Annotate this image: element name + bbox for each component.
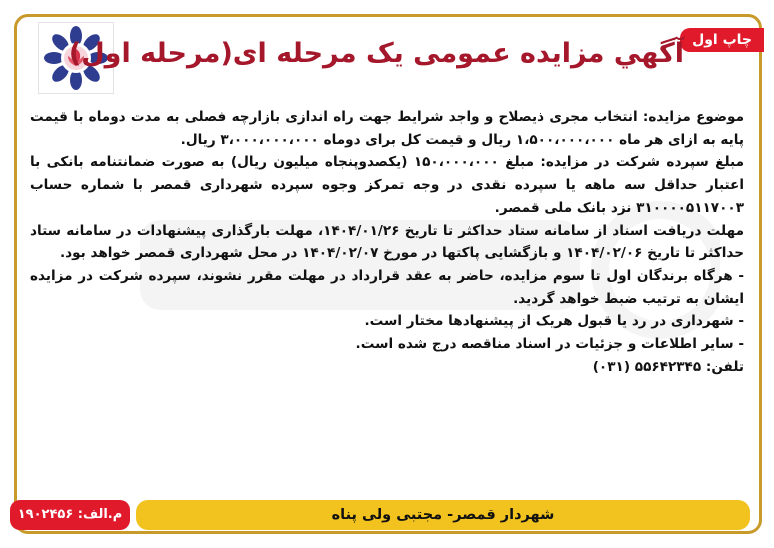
ad-code-badge: م.الف: ۱۹۰۲۴۵۶ — [10, 500, 130, 530]
subject-paragraph: موضوع مزايده: انتخاب مجری ذيصلاح و واجد شرايط جهت راه اندازی بازارچه فصلی به مدت دوماه با قيمت پايه به ازای هر ماه ۱،۵۰۰،۰۰۰،۰۰۰ ريال و قيمت کل برای دوماه ۳،۰۰۰،۰۰۰،۰۰۰ ريال. — [30, 109, 744, 148]
rejection-clause: - شهرداری در رد يا قبول هريک از پيشنهادها مختار است. — [364, 313, 744, 330]
page-title: آگهي مزايده عمومی يک مرحله ای(مرحله اول) — [68, 38, 684, 69]
winners-clause: - هرگاه برندگان اول تا سوم مزايده، حاضر به عقد قرارداد در مهلت مقرر نشوند، سپرده شرکت در مزايده ايشان به ترتيب ضبط خواهد گرديد. — [30, 267, 744, 307]
print-edition-badge: چاپ اول — [680, 28, 764, 52]
mayor-signature-bar: شهردار قمصر- مجتبی ولی پناه — [136, 500, 750, 530]
deposit-paragraph: مبلغ سپرده شرکت در مزايده: مبلغ ۱۵۰،۰۰۰،۰۰۰ (يکصدوپنجاه ميليون ريال) به صورت ضمانتنامه بانکی با اعتبار حداقل سه ماهه يا سپرده نقدی در وجه تمرکز وجوه سپرده شهرداری قمصر با شماره حساب ۳۱۰۰۰۰۵۱۱۷۰۰۳ نزد بانک ملی قمصر. — [30, 154, 744, 216]
notice-body — [30, 106, 744, 498]
details-clause: - ساير اطلاعات و جزئيات در اسناد مناقصه درج شده است. — [355, 336, 744, 353]
phone-line: تلفن: ۵۵۶۴۲۳۴۵ (۰۳۱) — [592, 358, 744, 375]
deadline-paragraph: مهلت دريافت اسناد از سامانه ستاد حداکثر تا تاريخ ۱۴۰۴/۰۱/۲۶، مهلت بارگذاری پيشنهادات در سامانه ستاد حداکثر تا تاريخ ۱۴۰۴/۰۲/۰۶ و بازگشايی پاکتها در مورخ ۱۴۰۴/۰۲/۰۷ در محل شهرداری قمصر خواهد بود. — [30, 222, 744, 262]
